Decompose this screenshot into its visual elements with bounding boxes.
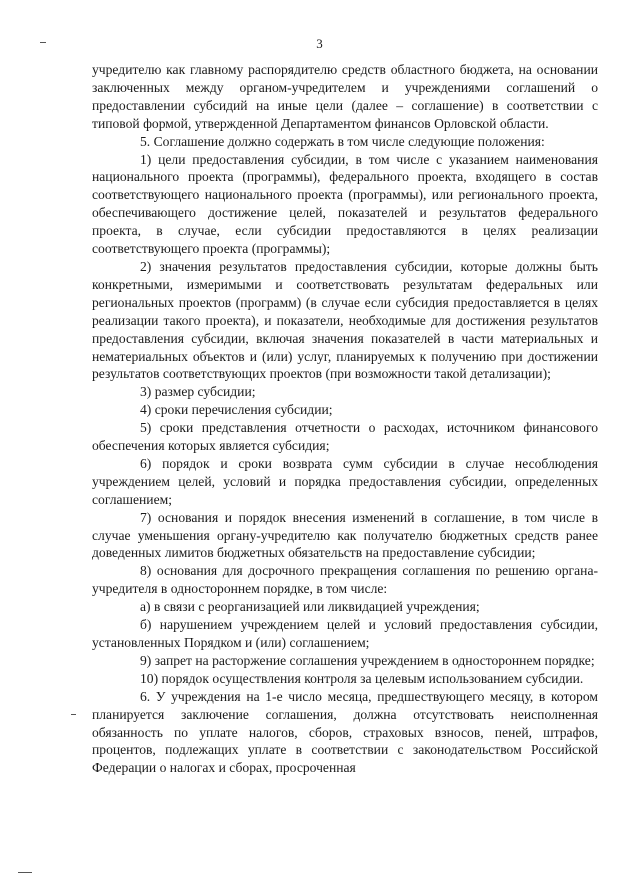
page-number: 3 — [316, 36, 323, 51]
paragraph: 10) порядок осуществления контроля за целевым использованием субсидии. — [140, 670, 584, 686]
scan-mark — [71, 714, 76, 715]
paragraph: 6) порядок и сроки возврата сумм субсидии в случае несоблюдения учреждением целей, условий и порядка предоставления субсидии, определенных соглашением; — [92, 455, 598, 507]
paragraph: 4) сроки перечисления субсидии; — [140, 402, 333, 418]
paragraph: 7) основания и порядок внесения изменений в соглашение, в том числе в случае уменьшения органу-учредителю как получателю бюджетных средств ранее доведенных лимитов бюджетных обязательств на предоставление субсидии; — [92, 509, 598, 561]
paragraph: 2) значения результатов предоставления субсидии, которые должны быть конкретными, измеримыми и соответствовать результатам федеральных или региональных проектов (программ) (в случае если субсидия предоставляется в целях реализации такого проекта), и показатели, необходимые для достижения результатов предоставления субсидии, включая значения показателей в части материальных и нематериальных объектов и (или) услуг, планируемых к получению при достижении результатов соответствующих проектов (при возможности такой детализации); — [92, 258, 598, 382]
paragraph: 5. Соглашение должно содержать в том числе следующие положения: — [140, 133, 545, 149]
document-body — [92, 61, 598, 777]
paragraph: 5) сроки представления отчетности о расходах, источником финансового обеспечения которых является субсидия; — [92, 420, 598, 454]
paragraph: 9) запрет на расторжение соглашения учреждением в одностороннем порядке; — [140, 652, 595, 668]
paragraph: 6. У учреждения на 1-е число месяца, предшествующего месяцу, в котором планируется заключение соглашения, должна отсутствовать неисполненная обязанность по уплате налогов, сборов, страховых взносов, пеней, штрафов, процентов, подлежащих уплате в соответствии с законодательством Российской Федерации о налогах и сборах, просроченная — [92, 688, 598, 776]
paragraph: 8) основания для досрочного прекращения соглашения по решению органа-учредителя в одностороннем порядке, в том числе: — [92, 563, 598, 597]
paragraph: а) в связи с реорганизацией или ликвидацией учреждения; — [140, 599, 480, 615]
scan-mark — [18, 872, 32, 873]
paragraph: учредителю как главному распорядителю средств областного бюджета, на основании заключенных между органом-учредителем и учреждениями соглашений о предоставлении субсидий на иные цели (далее – соглашение) в соответствии с типовой формой, утвержденной Департаментом финансов Орловской области. — [92, 62, 598, 131]
paragraph: 3) размер субсидии; — [140, 384, 256, 400]
paragraph: б) нарушением учреждением целей и условий предоставления субсидии, установленных Порядком и (или) соглашением; — [92, 617, 598, 650]
paragraph: 1) цели предоставления субсидии, в том числе с указанием наименования национального проекта (программы), федерального проекта, входящего в состав соответствующего национального проекта (программы), или регионального проекта, обеспечивающего достижение целей, показателей и результатов федерального проекта, в случае, если субсидии предоставляются в целях реализации соответствующего проекта (программы); — [92, 151, 598, 257]
